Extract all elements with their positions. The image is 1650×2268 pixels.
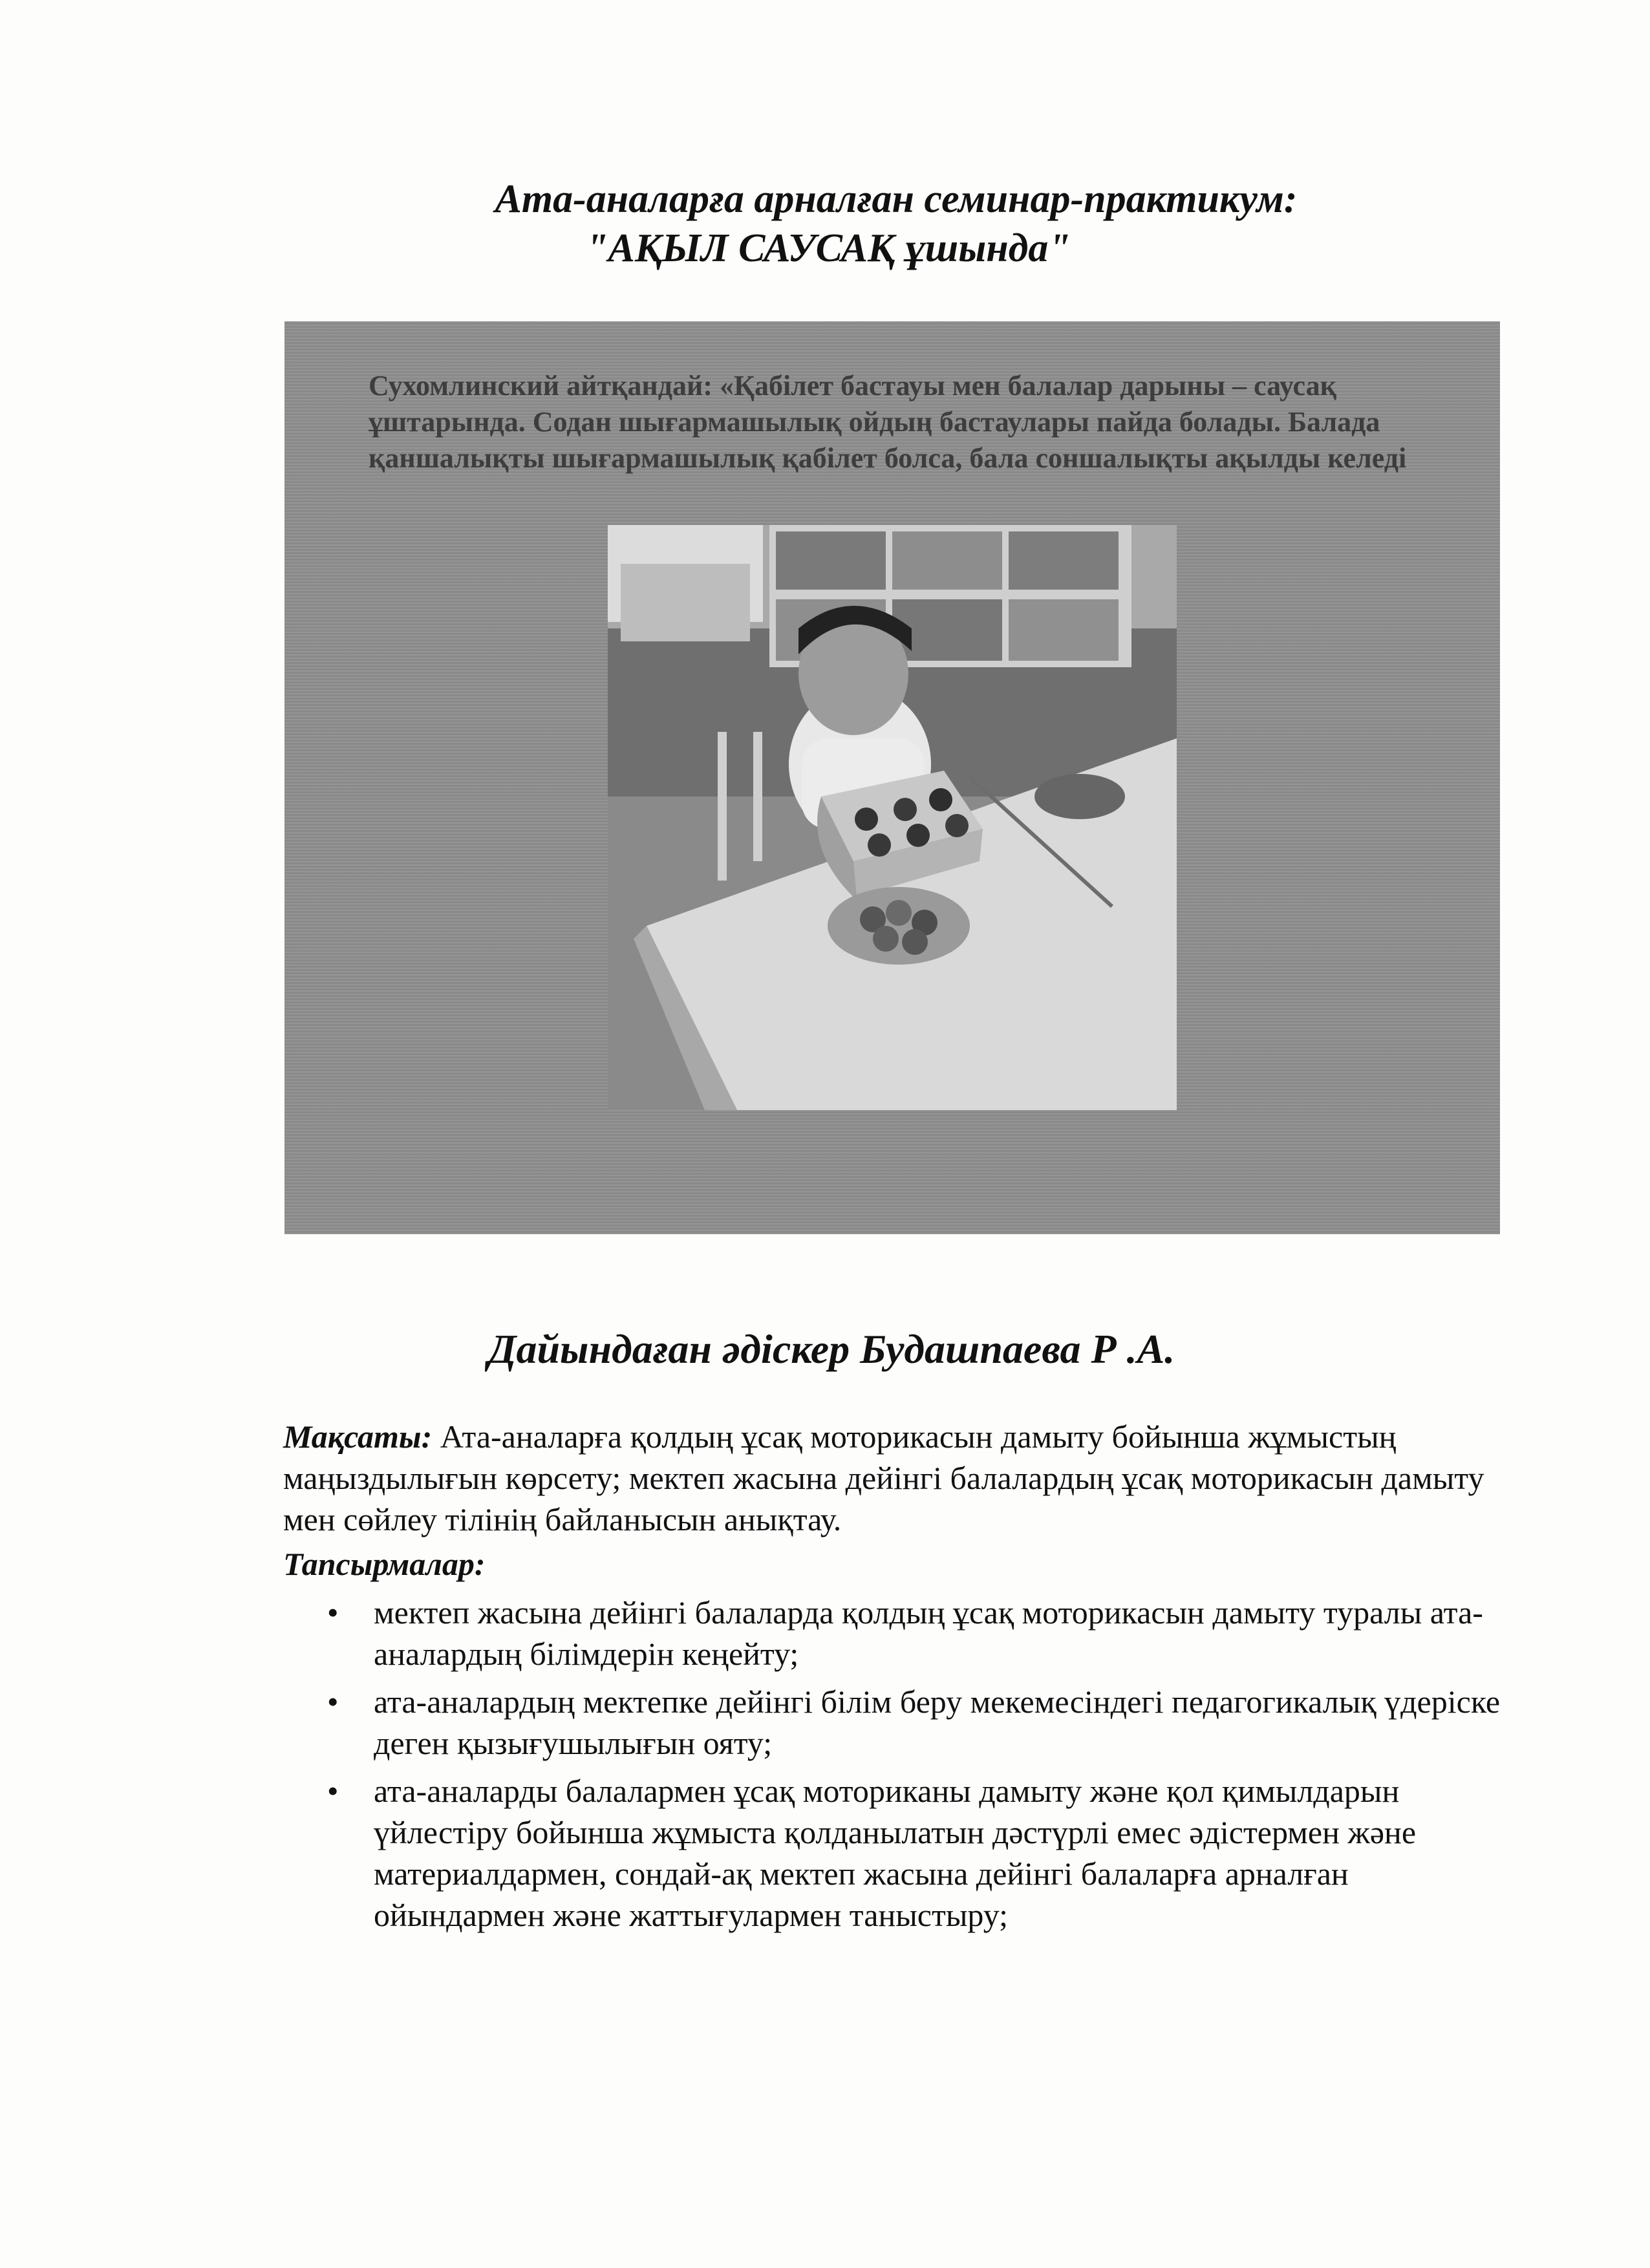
title-line-1: Ата-аналарға арналған семинар-практикум: xyxy=(495,177,1298,221)
bullet-icon: • xyxy=(327,1773,339,1809)
title-line-2: "АҚЫЛ САУСАҚ ұшында" xyxy=(586,226,1071,270)
author-line: Дайындаған әдіскер Будашпаева Р .А. xyxy=(488,1326,1175,1372)
slide-quote: Сухомлинский айтқандай: «Қабілет бастауы мен балалар дарыны – саусақ ұштарында. Содан шығармашылық ойдың бастаулары пайда болады. Балада қаншалықты шығармашылық қабілет болса, бала соншалықты ақылды келеді xyxy=(369,370,1407,474)
list-item xyxy=(283,1770,1512,1936)
goal-label: Мақсаты: xyxy=(283,1418,433,1455)
list-item xyxy=(283,1681,1512,1764)
list-item-text: ата-аналарды балалармен ұсақ моториканы дамыту және қол қимылдарын үйлестіру бойынша жұмыста қолданылатын дәстүрлі емес әдістермен және материалдармен, сондай-ақ мектеп жасына дейінгі балаларға арналған ойындармен және жаттығулармен таныстыру; xyxy=(374,1773,1417,1933)
goal-paragraph xyxy=(283,1416,1512,1540)
tasks-list xyxy=(283,1592,1512,1942)
goal-text: Ата-аналарға қолдың ұсақ моторикасын дамыту бойынша жұмыстың маңыздылығын көрсету; мектеп жасына дейінгі балалардың ұсақ моторикасын дамыту мен сөйлеу тілінің байланысын анықтау. xyxy=(283,1418,1484,1537)
document-title xyxy=(0,175,1650,273)
bullet-icon: • xyxy=(327,1594,339,1631)
list-item-text: мектеп жасына дейінгі балаларда қолдың ұсақ моторикасын дамыту туралы ата-аналардың білімдерін кеңейту; xyxy=(374,1594,1483,1672)
list-item-text: ата-аналардың мектепке дейінгі білім беру мекемесіндегі педагогикалық үдеріске деген қызығушылығын ояту; xyxy=(374,1684,1501,1761)
bullet-icon: • xyxy=(327,1684,339,1720)
list-item xyxy=(283,1592,1512,1674)
photo-child-with-sorter xyxy=(608,525,1177,1110)
tasks-label: Тапсырмалар: xyxy=(283,1546,486,1582)
slide-panel xyxy=(284,321,1500,1234)
